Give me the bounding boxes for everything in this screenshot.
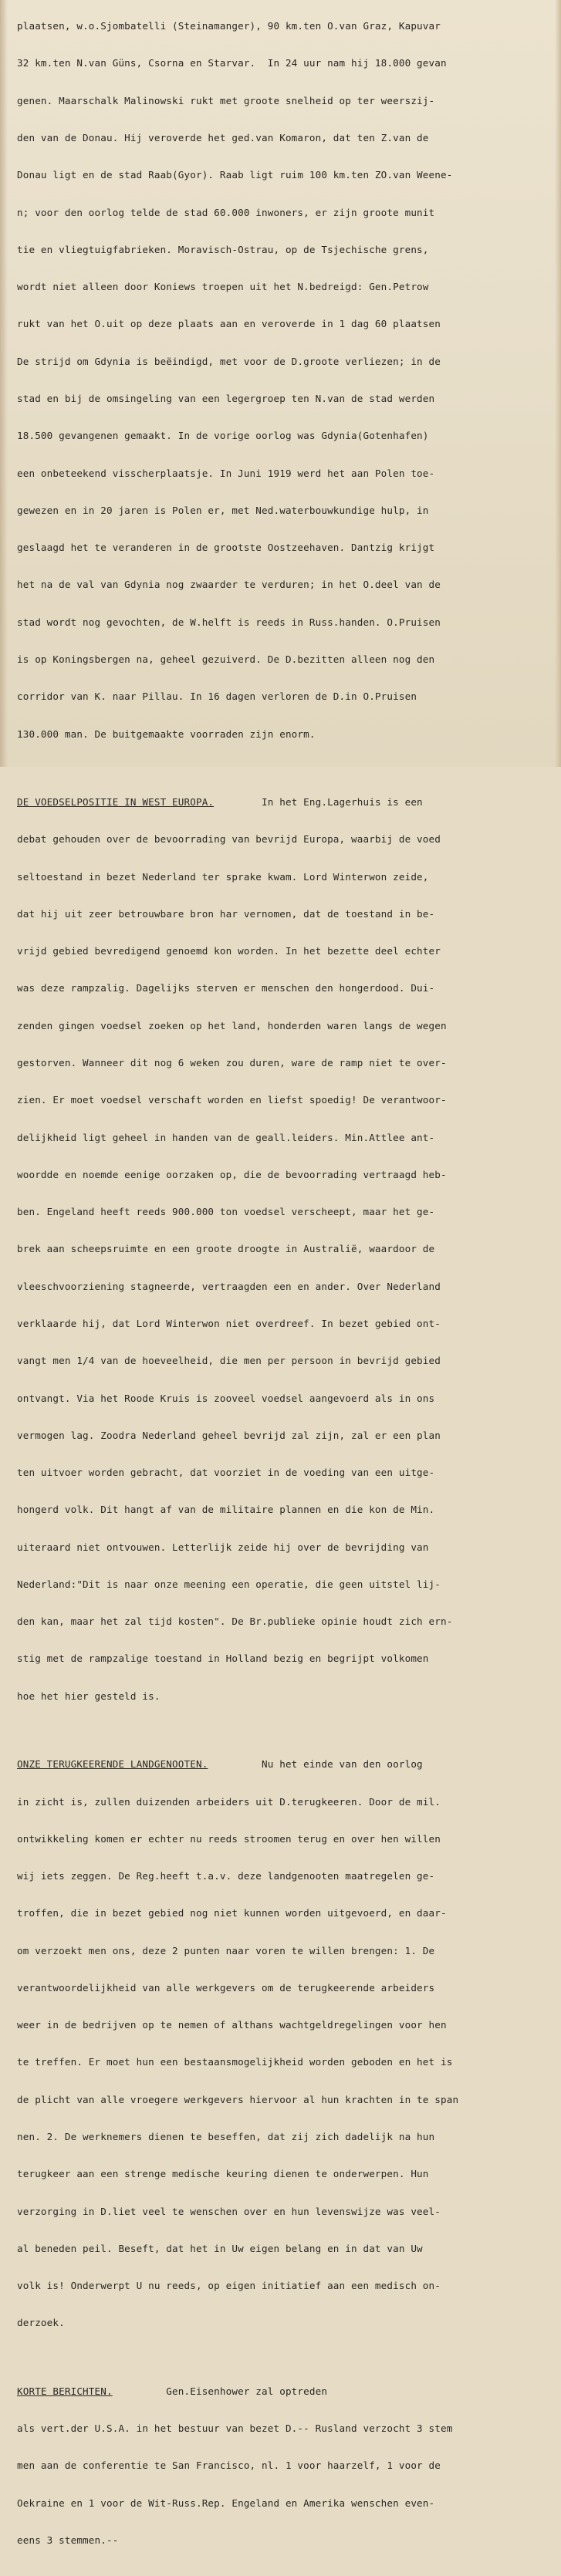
- text-line: n; voor den oorlog telde de stad 60.000 inwoners, er zijn groote munit: [17, 206, 435, 218]
- text-line: wij iets zeggen. De Reg.heeft t.a.v. deze landgenooten maatregelen ge-: [17, 1870, 435, 1882]
- text-line: gewezen en in 20 jaren is Polen er, met Ned.waterbouwkundige hulp, in: [17, 504, 429, 516]
- text-line: verzorging in D.liet veel te wenschen over en hun levenswijze was veel-: [17, 2205, 441, 2217]
- text-line: ontvangt. Via het Roode Kruis is zooveel voedsel aangevoerd als in ons: [17, 1392, 435, 1404]
- text-line: derzoek.: [17, 2317, 65, 2329]
- text-line: als vert.der U.S.A. in het bestuur van bezet D.-- Rusland verzocht 3 stem: [17, 2422, 453, 2435]
- text-line: eens 3 stemmen.--: [17, 2534, 119, 2547]
- text-line: nen. 2. De werknemers dienen te beseffen, dat zij zich dadelijk na hun: [17, 2131, 435, 2143]
- text-line: wordt niet alleen door Koniews troepen uit het N.bedreigd: Gen.Petrow: [17, 281, 429, 293]
- text-line: Donau ligt en de stad Raab(Gyor). Raab ligt ruim 100 km.ten ZO.van Weene-: [17, 169, 453, 181]
- text-line: te treffen. Er moet hun een bestaansmogelijkheid worden geboden en het is: [17, 2056, 453, 2068]
- text-line: uiteraard niet ontvouwen. Letterlijk zeide hij over de bevrijding van: [17, 1541, 429, 1553]
- section-heading: ONZE TERUGKEERENDE LANDGENOOTEN.: [17, 1758, 208, 1771]
- text-line: zien. Er moet voedsel verschaft worden en liefst spoedig! De verantwoor-: [17, 1094, 447, 1106]
- short-news-section: [17, 2361, 547, 2572]
- text-line: 18.500 gevangenen gemaakt. In de vorige oorlog was Gdynia(Gotenhafen): [17, 430, 429, 442]
- text-line: woordde en noemde eenige oorzaken op, die de bevoorrading vertraagd heb-: [17, 1168, 447, 1180]
- text-line: Nederland:"Dit is naar onze meening een operatie, die geen uitstel lij-: [17, 1578, 441, 1590]
- text-line: het na de val van Gdynia nog zwaarder te verduren; in het O.deel van de: [17, 579, 441, 591]
- text-line: een onbeteekend visscherplaatsje. In Juni 1919 werd het aan Polen toe-: [17, 467, 435, 479]
- text-line: stig met de rampzalige toestand in Holland bezig en begrijpt volkomen: [17, 1653, 429, 1665]
- text-line: vermogen lag. Zoodra Nederland geheel bevrijd zal zijn, zal er een plan: [17, 1429, 441, 1441]
- text-line: vangt men 1/4 van de hoeveelheid, die men per persoon in bevrijd gebied: [17, 1355, 441, 1367]
- text-line: in zicht is, zullen duizenden arbeiders uit D.terugkeeren. Door de mil.: [17, 1795, 441, 1808]
- text-line: was deze rampzalig. Dagelijks sterven er menschen den hongerdood. Dui-: [17, 982, 435, 994]
- text-line: gestorven. Wanneer dit nog 6 weken zou duren, ware de ramp niet te over-: [17, 1056, 447, 1069]
- text-line: is op Koningsbergen na, geheel gezuiverd. De D.bezitten alleen nog den: [17, 653, 435, 665]
- text-line: stad wordt nog gevochten, de W.helft is reeds in Russ.handen. O.Pruisen: [17, 616, 441, 628]
- text-line: weer in de bedrijven op te nemen of althans wachtgeldregelingen voor hen: [17, 2019, 447, 2031]
- text-line: debat gehouden over de bevoorrading van bevrijd Europa, waarbij de voed: [17, 833, 441, 846]
- text-line: hoe het hier gesteld is.: [17, 1690, 161, 1702]
- text-line: plaatsen, w.o.Sjombatelli (Steinamanger), 90 km.ten O.van Graz, Kapuvar: [17, 20, 441, 32]
- section-spacer: [17, 765, 547, 771]
- text-line: om verzoekt men ons, deze 2 punten naar voren te willen brengen: 1. De: [17, 1944, 435, 1956]
- heading-line-text: Gen.Eisenhower zal optreden: [112, 2385, 328, 2397]
- text-line: rukt van het O.uit op deze plaats aan en veroverde in 1 dag 60 plaatsen: [17, 318, 441, 330]
- text-line: brek aan scheepsruimte en een groote droogte in Australië, waardoor de: [17, 1243, 435, 1255]
- paper-edge-left: [0, 0, 8, 767]
- text-line: ten uitvoer worden gebracht, dat voorziet in de voeding van een uitge-: [17, 1467, 435, 1479]
- text-line: vleeschvoorziening stagneerde, vertraagden een en ander. Over Nederland: [17, 1280, 441, 1292]
- intro-paragraph: [17, 0, 547, 765]
- text-line: verantwoordelijkheid van alle werkgevers om de terugkeerende arbeiders: [17, 1981, 435, 1994]
- text-line: den kan, maar het zal tijd kosten". De Br.publieke opinie houdt zich ern-: [17, 1615, 453, 1628]
- section-heading-line: [17, 796, 547, 809]
- text-line: 130.000 man. De buitgemaakte voorraden zijn enorm.: [17, 728, 316, 740]
- section-heading-line: [17, 2385, 547, 2398]
- heading-line-text: Nu het einde van den oorlog: [208, 1758, 423, 1771]
- returning-compatriots-section: [17, 1734, 547, 2355]
- section-heading-line: [17, 1758, 547, 1771]
- section-heading: DE VOEDSELPOSITIE IN WEST EUROPA.: [17, 796, 215, 808]
- text-line: genen. Maarschalk Malinowski rukt met groote snelheid op ter weerszij-: [17, 94, 435, 106]
- text-line: den van de Donau. Hij veroverde het ged.van Komaron, dat ten Z.van de: [17, 132, 429, 144]
- heading-line-text: In het Eng.Lagerhuis is een: [214, 796, 423, 808]
- section-spacer: [17, 1727, 547, 1734]
- food-position-section: [17, 771, 547, 1727]
- text-line: Oekraine en 1 voor de Wit-Russ.Rep. Engeland en Amerika wenschen even-: [17, 2497, 435, 2509]
- text-line: delijkheid ligt geheel in handen van de geall.leiders. Min.Attlee ant-: [17, 1131, 435, 1143]
- section-spacer: [17, 2355, 547, 2361]
- text-line: ontwikkeling komen er echter nu reeds stroomen terug en over hen willen: [17, 1832, 441, 1845]
- text-line: seltoestand in bezet Nederland ter sprake kwam. Lord Winterwon zeide,: [17, 870, 429, 883]
- text-line: hongerd volk. Dit hangt af van de militaire plannen en die kon de Min.: [17, 1504, 435, 1516]
- section-heading: KORTE BERICHTEN.: [17, 2385, 113, 2397]
- text-line: corridor van K. naar Pillau. In 16 dagen verloren de D.in O.Pruisen: [17, 690, 417, 703]
- text-line: volk is! Onderwerpt U nu reeds, op eigen initiatief aan een medisch on-: [17, 2280, 441, 2292]
- paper-edge-right: [555, 0, 561, 767]
- text-line: ben. Engeland heeft reeds 900.000 ton voedsel verscheept, maar het ge-: [17, 1206, 435, 1218]
- text-line: terugkeer aan een strenge medische keuring dienen te onderwerpen. Hun: [17, 2168, 429, 2180]
- text-line: de plicht van alle vroegere werkgevers hiervoor al hun krachten in te span: [17, 2093, 459, 2105]
- text-line: zenden gingen voedsel zoeken op het land, honderden waren langs de wegen: [17, 1019, 447, 1031]
- text-line: 32 km.ten N.van Güns, Csorna en Starvar. In 24 uur nam hij 18.000 gevan: [17, 57, 447, 69]
- text-line: verklaarde hij, dat Lord Winterwon niet overdreef. In bezet gebied ont-: [17, 1317, 441, 1329]
- text-line: men aan de conferentie te San Francisco, nl. 1 voor haarzelf, 1 voor de: [17, 2460, 441, 2472]
- text-line: troffen, die in bezet gebied nog niet kunnen worden uitgevoerd, en daar-: [17, 1907, 447, 1919]
- text-line: dat hij uit zeer betrouwbare bron har vernomen, dat de toestand in be-: [17, 907, 435, 920]
- text-line: De strijd om Gdynia is beëindigd, met voor de D.groote verliezen; in de: [17, 355, 441, 367]
- text-line: tie en vliegtuigfabrieken. Moravisch-Ostrau, op de Tsjechische grens,: [17, 243, 429, 255]
- text-line: stad en bij de omsingeling van een legergroep ten N.van de stad werden: [17, 393, 435, 404]
- text-line: geslaagd het te veranderen in de grootste Oostzeehaven. Dantzig krijgt: [17, 542, 435, 554]
- text-line: al beneden peil. Beseft, dat het in Uw eigen belang en in dat van Uw: [17, 2242, 423, 2254]
- text-line: vrijd gebied bevredigend genoemd kon worden. In het bezette deel echter: [17, 945, 441, 957]
